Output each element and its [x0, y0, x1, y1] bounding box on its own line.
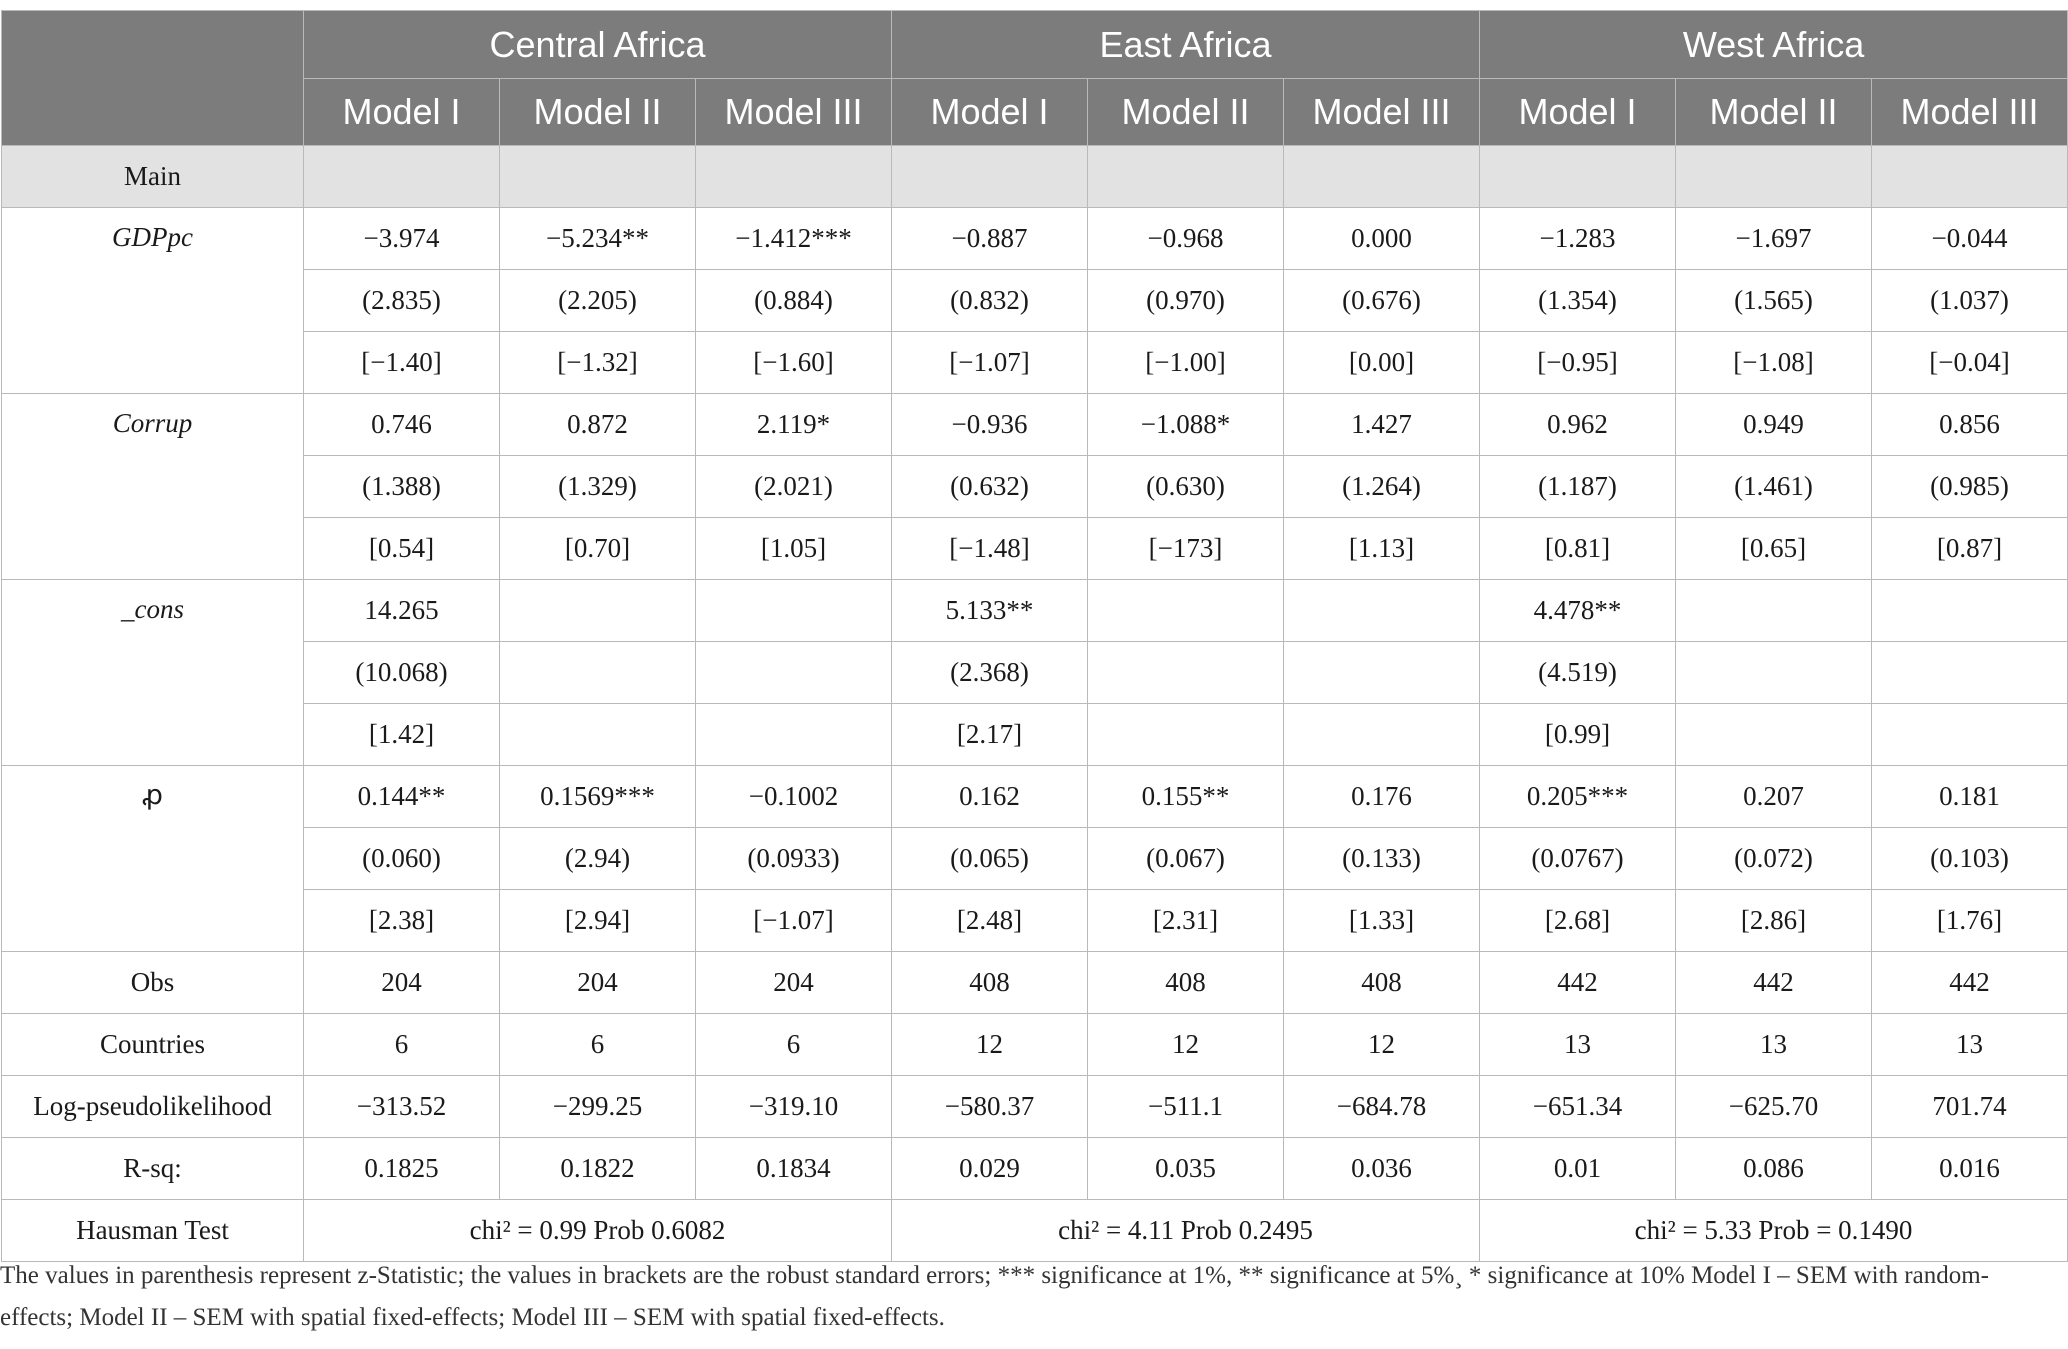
table-cell: (1.329): [500, 456, 696, 518]
table-cell: [−1.07]: [892, 332, 1088, 394]
table-cell: 0.036: [1284, 1138, 1480, 1200]
table-cell: −5.234**: [500, 208, 696, 270]
corrup-label-text: Corrup: [112, 408, 193, 438]
table-cell: 0.949: [1676, 394, 1872, 456]
table-cell: 0.176: [1284, 766, 1480, 828]
table-cell: [−1.60]: [696, 332, 892, 394]
empty-cell: [1872, 146, 2068, 208]
table-cell: [500, 704, 696, 766]
table-cell: (1.187): [1480, 456, 1676, 518]
empty-cell: [1676, 146, 1872, 208]
countries-label: Countries: [2, 1014, 304, 1076]
table-cell: 13: [1480, 1014, 1676, 1076]
table-cell: [1676, 704, 1872, 766]
table-cell: 0.144**: [304, 766, 500, 828]
model-header: Model III: [1284, 79, 1480, 146]
table-cell: 204: [304, 952, 500, 1014]
table-cell: −0.968: [1088, 208, 1284, 270]
obs-label: Obs: [2, 952, 304, 1014]
table-cell: 12: [1284, 1014, 1480, 1076]
table-cell: 408: [1284, 952, 1480, 1014]
table-cell: 14.265: [304, 580, 500, 642]
table-cell: [1.76]: [1872, 890, 2068, 952]
table-cell: 204: [500, 952, 696, 1014]
rsq-label: R-sq:: [2, 1138, 304, 1200]
table-cell: [1.13]: [1284, 518, 1480, 580]
table-cell: −511.1: [1088, 1076, 1284, 1138]
table-cell: (2.021): [696, 456, 892, 518]
table-cell: [−173]: [1088, 518, 1284, 580]
rho-coef-row: [2, 766, 2068, 828]
table-cell: (0.065): [892, 828, 1088, 890]
table-cell: (0.832): [892, 270, 1088, 332]
table-cell: −651.34: [1480, 1076, 1676, 1138]
table-cell: [1088, 704, 1284, 766]
model-header-row: [2, 79, 2068, 146]
table-cell: [1676, 580, 1872, 642]
table-cell: [2.86]: [1676, 890, 1872, 952]
gdppc-paren-row: [2, 270, 2068, 332]
rho-label: ꝓ: [2, 766, 304, 952]
model-header: Model II: [500, 79, 696, 146]
table-cell: [1.05]: [696, 518, 892, 580]
table-cell: −1.412***: [696, 208, 892, 270]
table-cell: −1.697: [1676, 208, 1872, 270]
table-cell: [1284, 704, 1480, 766]
table-cell: (0.072): [1676, 828, 1872, 890]
table-cell: −313.52: [304, 1076, 500, 1138]
table-cell: [0.00]: [1284, 332, 1480, 394]
table-cell: (2.94): [500, 828, 696, 890]
table-cell: −299.25: [500, 1076, 696, 1138]
table-cell: [2.94]: [500, 890, 696, 952]
gdppc-coef-row: [2, 208, 2068, 270]
cons-coef-row: [2, 580, 2068, 642]
table-cell: [−1.48]: [892, 518, 1088, 580]
table-cell: [−1.08]: [1676, 332, 1872, 394]
table-cell: [0.99]: [1480, 704, 1676, 766]
model-header: Model I: [892, 79, 1088, 146]
table-cell: (0.133): [1284, 828, 1480, 890]
table-cell: −0.1002: [696, 766, 892, 828]
table-cell: (0.630): [1088, 456, 1284, 518]
empty-cell: [1284, 146, 1480, 208]
table-cell: −684.78: [1284, 1076, 1480, 1138]
empty-cell: [1480, 146, 1676, 208]
table-cell: 0.029: [892, 1138, 1088, 1200]
table-cell: 13: [1872, 1014, 2068, 1076]
table-cell: 0.872: [500, 394, 696, 456]
table-cell: 12: [1088, 1014, 1284, 1076]
table-cell: (0.0933): [696, 828, 892, 890]
table-cell: (0.067): [1088, 828, 1284, 890]
table-footnote: The values in parenthesis represent z-Statistic; the values in brackets are the robust standard errors; *** significance at 1%, ** significance at 5%¸ * significance at 10% Model I – SEM with random-effects; Model II – SEM with spatial fixed-effects; Model III – SEM with spatial fixed-effects.: [0, 1262, 1989, 1331]
table-cell: 4.478**: [1480, 580, 1676, 642]
table-cell: (0.985): [1872, 456, 2068, 518]
rsq-row: [2, 1138, 2068, 1200]
table-cell: 0.962: [1480, 394, 1676, 456]
table-cell: 0.1569***: [500, 766, 696, 828]
table-cell: 442: [1480, 952, 1676, 1014]
table-cell: [1676, 642, 1872, 704]
table-cell: (0.060): [304, 828, 500, 890]
main-section-row: [2, 146, 2068, 208]
table-cell: 6: [696, 1014, 892, 1076]
table-cell: (10.068): [304, 642, 500, 704]
table-cell: (1.037): [1872, 270, 2068, 332]
table-cell: −1.283: [1480, 208, 1676, 270]
rho-bracket-row: [2, 890, 2068, 952]
table-cell: [1872, 580, 2068, 642]
obs-row: [2, 952, 2068, 1014]
table-header: [2, 11, 2068, 146]
table-cell: 204: [696, 952, 892, 1014]
table-cell: 0.856: [1872, 394, 2068, 456]
table-cell: −580.37: [892, 1076, 1088, 1138]
table-cell: 408: [1088, 952, 1284, 1014]
table-cell: [0.54]: [304, 518, 500, 580]
table-cell: [2.17]: [892, 704, 1088, 766]
main-label: Main: [2, 146, 304, 208]
cons-paren-row: [2, 642, 2068, 704]
regression-table-container: [0, 10, 2068, 1262]
table-cell: [2.31]: [1088, 890, 1284, 952]
hausman-row: [2, 1200, 2068, 1262]
table-cell: [0.65]: [1676, 518, 1872, 580]
table-cell: −0.887: [892, 208, 1088, 270]
empty-cell: [1088, 146, 1284, 208]
model-header: Model II: [1088, 79, 1284, 146]
model-header: Model III: [696, 79, 892, 146]
cons-label-text: _cons: [121, 594, 184, 624]
table-cell: [1088, 580, 1284, 642]
table-cell: 13: [1676, 1014, 1872, 1076]
table-cell: 0.016: [1872, 1138, 2068, 1200]
hausman-label: Hausman Test: [2, 1200, 304, 1262]
table-cell: 0.1834: [696, 1138, 892, 1200]
gdppc-bracket-row: [2, 332, 2068, 394]
table-cell: [500, 580, 696, 642]
hausman-cell: chi² = 5.33 Prob = 0.1490: [1480, 1200, 2068, 1262]
corner-cell: [2, 11, 304, 146]
table-cell: 0.086: [1676, 1138, 1872, 1200]
model-header: Model III: [1872, 79, 2068, 146]
table-cell: (0.884): [696, 270, 892, 332]
table-cell: 0.207: [1676, 766, 1872, 828]
table-cell: 0.162: [892, 766, 1088, 828]
table-cell: [1872, 704, 2068, 766]
table-cell: (0.632): [892, 456, 1088, 518]
corrup-label: [2, 394, 304, 580]
countries-row: [2, 1014, 2068, 1076]
table-cell: 0.205***: [1480, 766, 1676, 828]
table-body: [2, 146, 2068, 1262]
table-cell: (1.354): [1480, 270, 1676, 332]
table-cell: (2.368): [892, 642, 1088, 704]
table-cell: −1.088*: [1088, 394, 1284, 456]
table-cell: 12: [892, 1014, 1088, 1076]
table-cell: [−0.95]: [1480, 332, 1676, 394]
empty-cell: [304, 146, 500, 208]
rho-paren-row: [2, 828, 2068, 890]
table-cell: 0.1825: [304, 1138, 500, 1200]
table-cell: 1.427: [1284, 394, 1480, 456]
table-cell: 0.035: [1088, 1138, 1284, 1200]
table-cell: 0.01: [1480, 1138, 1676, 1200]
loglik-row: [2, 1076, 2068, 1138]
table-cell: [1284, 642, 1480, 704]
table-cell: −0.936: [892, 394, 1088, 456]
region-header-west: West Africa: [1480, 11, 2068, 79]
table-cell: (2.205): [500, 270, 696, 332]
table-cell: 442: [1676, 952, 1872, 1014]
table-cell: [−1.07]: [696, 890, 892, 952]
table-cell: 408: [892, 952, 1088, 1014]
table-cell: (1.388): [304, 456, 500, 518]
table-cell: [1872, 642, 2068, 704]
corrup-coef-row: [2, 394, 2068, 456]
table-cell: −3.974: [304, 208, 500, 270]
table-cell: [1284, 580, 1480, 642]
table-cell: (2.835): [304, 270, 500, 332]
model-header: Model II: [1676, 79, 1872, 146]
table-cell: [696, 642, 892, 704]
table-cell: [1.42]: [304, 704, 500, 766]
table-cell: [2.68]: [1480, 890, 1676, 952]
table-cell: 0.1822: [500, 1138, 696, 1200]
empty-cell: [892, 146, 1088, 208]
loglik-label: Log-pseudolikelihood: [2, 1076, 304, 1138]
table-cell: (0.0767): [1480, 828, 1676, 890]
table-cell: [−1.40]: [304, 332, 500, 394]
hausman-cell: chi² = 4.11 Prob 0.2495: [892, 1200, 1480, 1262]
table-cell: [696, 704, 892, 766]
table-cell: (1.565): [1676, 270, 1872, 332]
table-cell: 5.133**: [892, 580, 1088, 642]
table-cell: 0.181: [1872, 766, 2068, 828]
table-cell: [500, 642, 696, 704]
gdppc-label-text: GDPpc: [112, 222, 193, 252]
region-header-row: [2, 11, 2068, 79]
table-cell: 0.000: [1284, 208, 1480, 270]
corrup-paren-row: [2, 456, 2068, 518]
table-cell: 701.74: [1872, 1076, 2068, 1138]
table-cell: (1.264): [1284, 456, 1480, 518]
region-header-east: East Africa: [892, 11, 1480, 79]
table-cell: 0.155**: [1088, 766, 1284, 828]
table-cell: 6: [500, 1014, 696, 1076]
table-cell: (4.519): [1480, 642, 1676, 704]
table-cell: [0.70]: [500, 518, 696, 580]
table-cell: 2.119*: [696, 394, 892, 456]
table-cell: [−1.32]: [500, 332, 696, 394]
table-cell: 0.746: [304, 394, 500, 456]
table-cell: 6: [304, 1014, 500, 1076]
table-cell: [1.33]: [1284, 890, 1480, 952]
model-header: Model I: [304, 79, 500, 146]
model-header: Model I: [1480, 79, 1676, 146]
empty-cell: [500, 146, 696, 208]
table-cell: [0.81]: [1480, 518, 1676, 580]
table-cell: [0.87]: [1872, 518, 2068, 580]
empty-cell: [696, 146, 892, 208]
table-cell: [696, 580, 892, 642]
table-cell: (0.103): [1872, 828, 2068, 890]
table-cell: (0.970): [1088, 270, 1284, 332]
table-cell: [−1.00]: [1088, 332, 1284, 394]
table-cell: [−0.04]: [1872, 332, 2068, 394]
table-cell: −0.044: [1872, 208, 2068, 270]
table-cell: [2.38]: [304, 890, 500, 952]
hausman-cell: chi² = 0.99 Prob 0.6082: [304, 1200, 892, 1262]
gdppc-label: [2, 208, 304, 394]
region-header-central: Central Africa: [304, 11, 892, 79]
table-cell: (1.461): [1676, 456, 1872, 518]
table-cell: [1088, 642, 1284, 704]
corrup-bracket-row: [2, 518, 2068, 580]
table-cell: −625.70: [1676, 1076, 1872, 1138]
cons-label: [2, 580, 304, 766]
table-cell: (0.676): [1284, 270, 1480, 332]
regression-table: [1, 10, 2068, 1262]
table-cell: 442: [1872, 952, 2068, 1014]
cons-bracket-row: [2, 704, 2068, 766]
table-cell: [2.48]: [892, 890, 1088, 952]
table-cell: −319.10: [696, 1076, 892, 1138]
